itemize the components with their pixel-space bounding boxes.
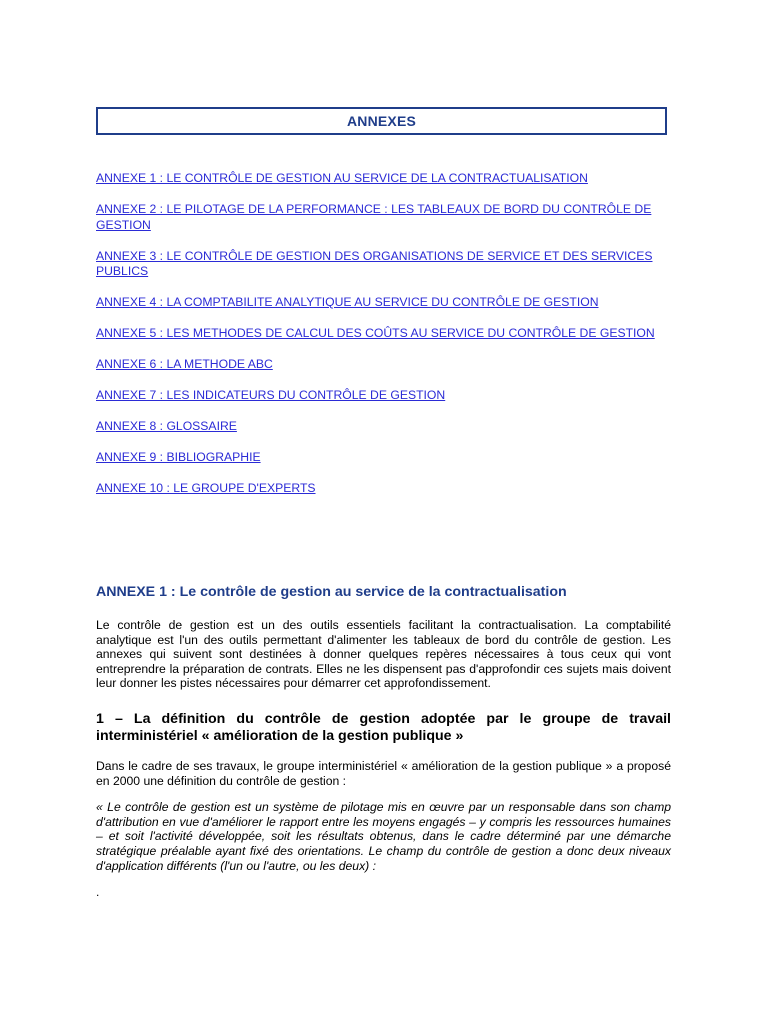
definition-intro-paragraph: Dans le cadre de ses travaux, le groupe interministériel « amélioration de la gestion publique » a proposé en 2000 une définition du contrôle de gestion : <box>96 758 671 788</box>
toc-link-annexe-1[interactable]: ANNEXE 1 : LE CONTRÔLE DE GESTION AU SERVICE DE LA CONTRACTUALISATION <box>96 171 588 185</box>
toc-link-annexe-3[interactable]: ANNEXE 3 : LE CONTRÔLE DE GESTION DES ORGANISATIONS DE SERVICE ET DES SERVICES PUBLICS <box>96 248 653 278</box>
toc-link-annexe-6[interactable]: ANNEXE 6 : LA METHODE ABC <box>96 357 273 371</box>
toc-link-annexe-2[interactable]: ANNEXE 2 : LE PILOTAGE DE LA PERFORMANCE : LES TABLEAUX DE BORD DU CONTRÔLE DE GESTION <box>96 202 652 232</box>
annexes-table-of-contents <box>96 171 671 512</box>
toc-link-annexe-5[interactable]: ANNEXE 5 : LES METHODES DE CALCUL DES COÛTS AU SERVICE DU CONTRÔLE DE GESTION <box>96 326 655 340</box>
toc-link-annexe-4[interactable]: ANNEXE 4 : LA COMPTABILITE ANALYTIQUE AU SERVICE DU CONTRÔLE DE GESTION <box>96 295 599 309</box>
subsection-heading: 1 – La définition du contrôle de gestion adoptée par le groupe de travail interministériel « amélioration de la gestion publique » <box>96 710 671 744</box>
annexes-title: ANNEXES <box>346 113 417 129</box>
toc-link-annexe-9[interactable]: ANNEXE 9 : BIBLIOGRAPHIE <box>96 450 261 464</box>
toc-link-annexe-10[interactable]: ANNEXE 10 : LE GROUPE D'EXPERTS <box>96 481 316 495</box>
toc-link-annexe-7[interactable]: ANNEXE 7 : LES INDICATEURS DU CONTRÔLE DE GESTION <box>96 388 446 402</box>
definition-quote: « Le contrôle de gestion est un système de pilotage mis en œuvre par un responsable dans son champ d'attribution en vue d'améliorer le rapport entre les moyens engagés – y compris les ressources humaines – et soit l'activité développée, soit les résultats obtenus, dans le cadre déterminé par une démarche stratégique préalable ayant fixé des orientations. Le champ du contrôle de gestion a donc deux niveaux d'application différents (l'un ou l'autre, ou les deux) : <box>96 800 671 873</box>
toc-link-annexe-8[interactable]: ANNEXE 8 : GLOSSAIRE <box>96 419 237 433</box>
section-title: ANNEXE 1 : Le contrôle de gestion au service de la contractualisation <box>96 584 567 600</box>
trailing-mark: . <box>96 885 100 900</box>
annexes-header-box <box>96 107 667 135</box>
intro-paragraph: Le contrôle de gestion est un des outils essentiels facilitant la contractualisation. La comptabilité analytique est l'un des outils permettant d'alimenter les tableaux de bord du contrôle de gestion. Les annexes qui suivent sont destinées à donner quelques repères nécessaires à tous ceux qui vont entreprendre la préparation de contrats. Elles ne les dispensent pas d'approfondir ces sujets mais doivent leur donner les pistes nécessaires pour démarrer cet approfondissement. <box>96 618 671 691</box>
annexe-1-section <box>96 583 671 899</box>
